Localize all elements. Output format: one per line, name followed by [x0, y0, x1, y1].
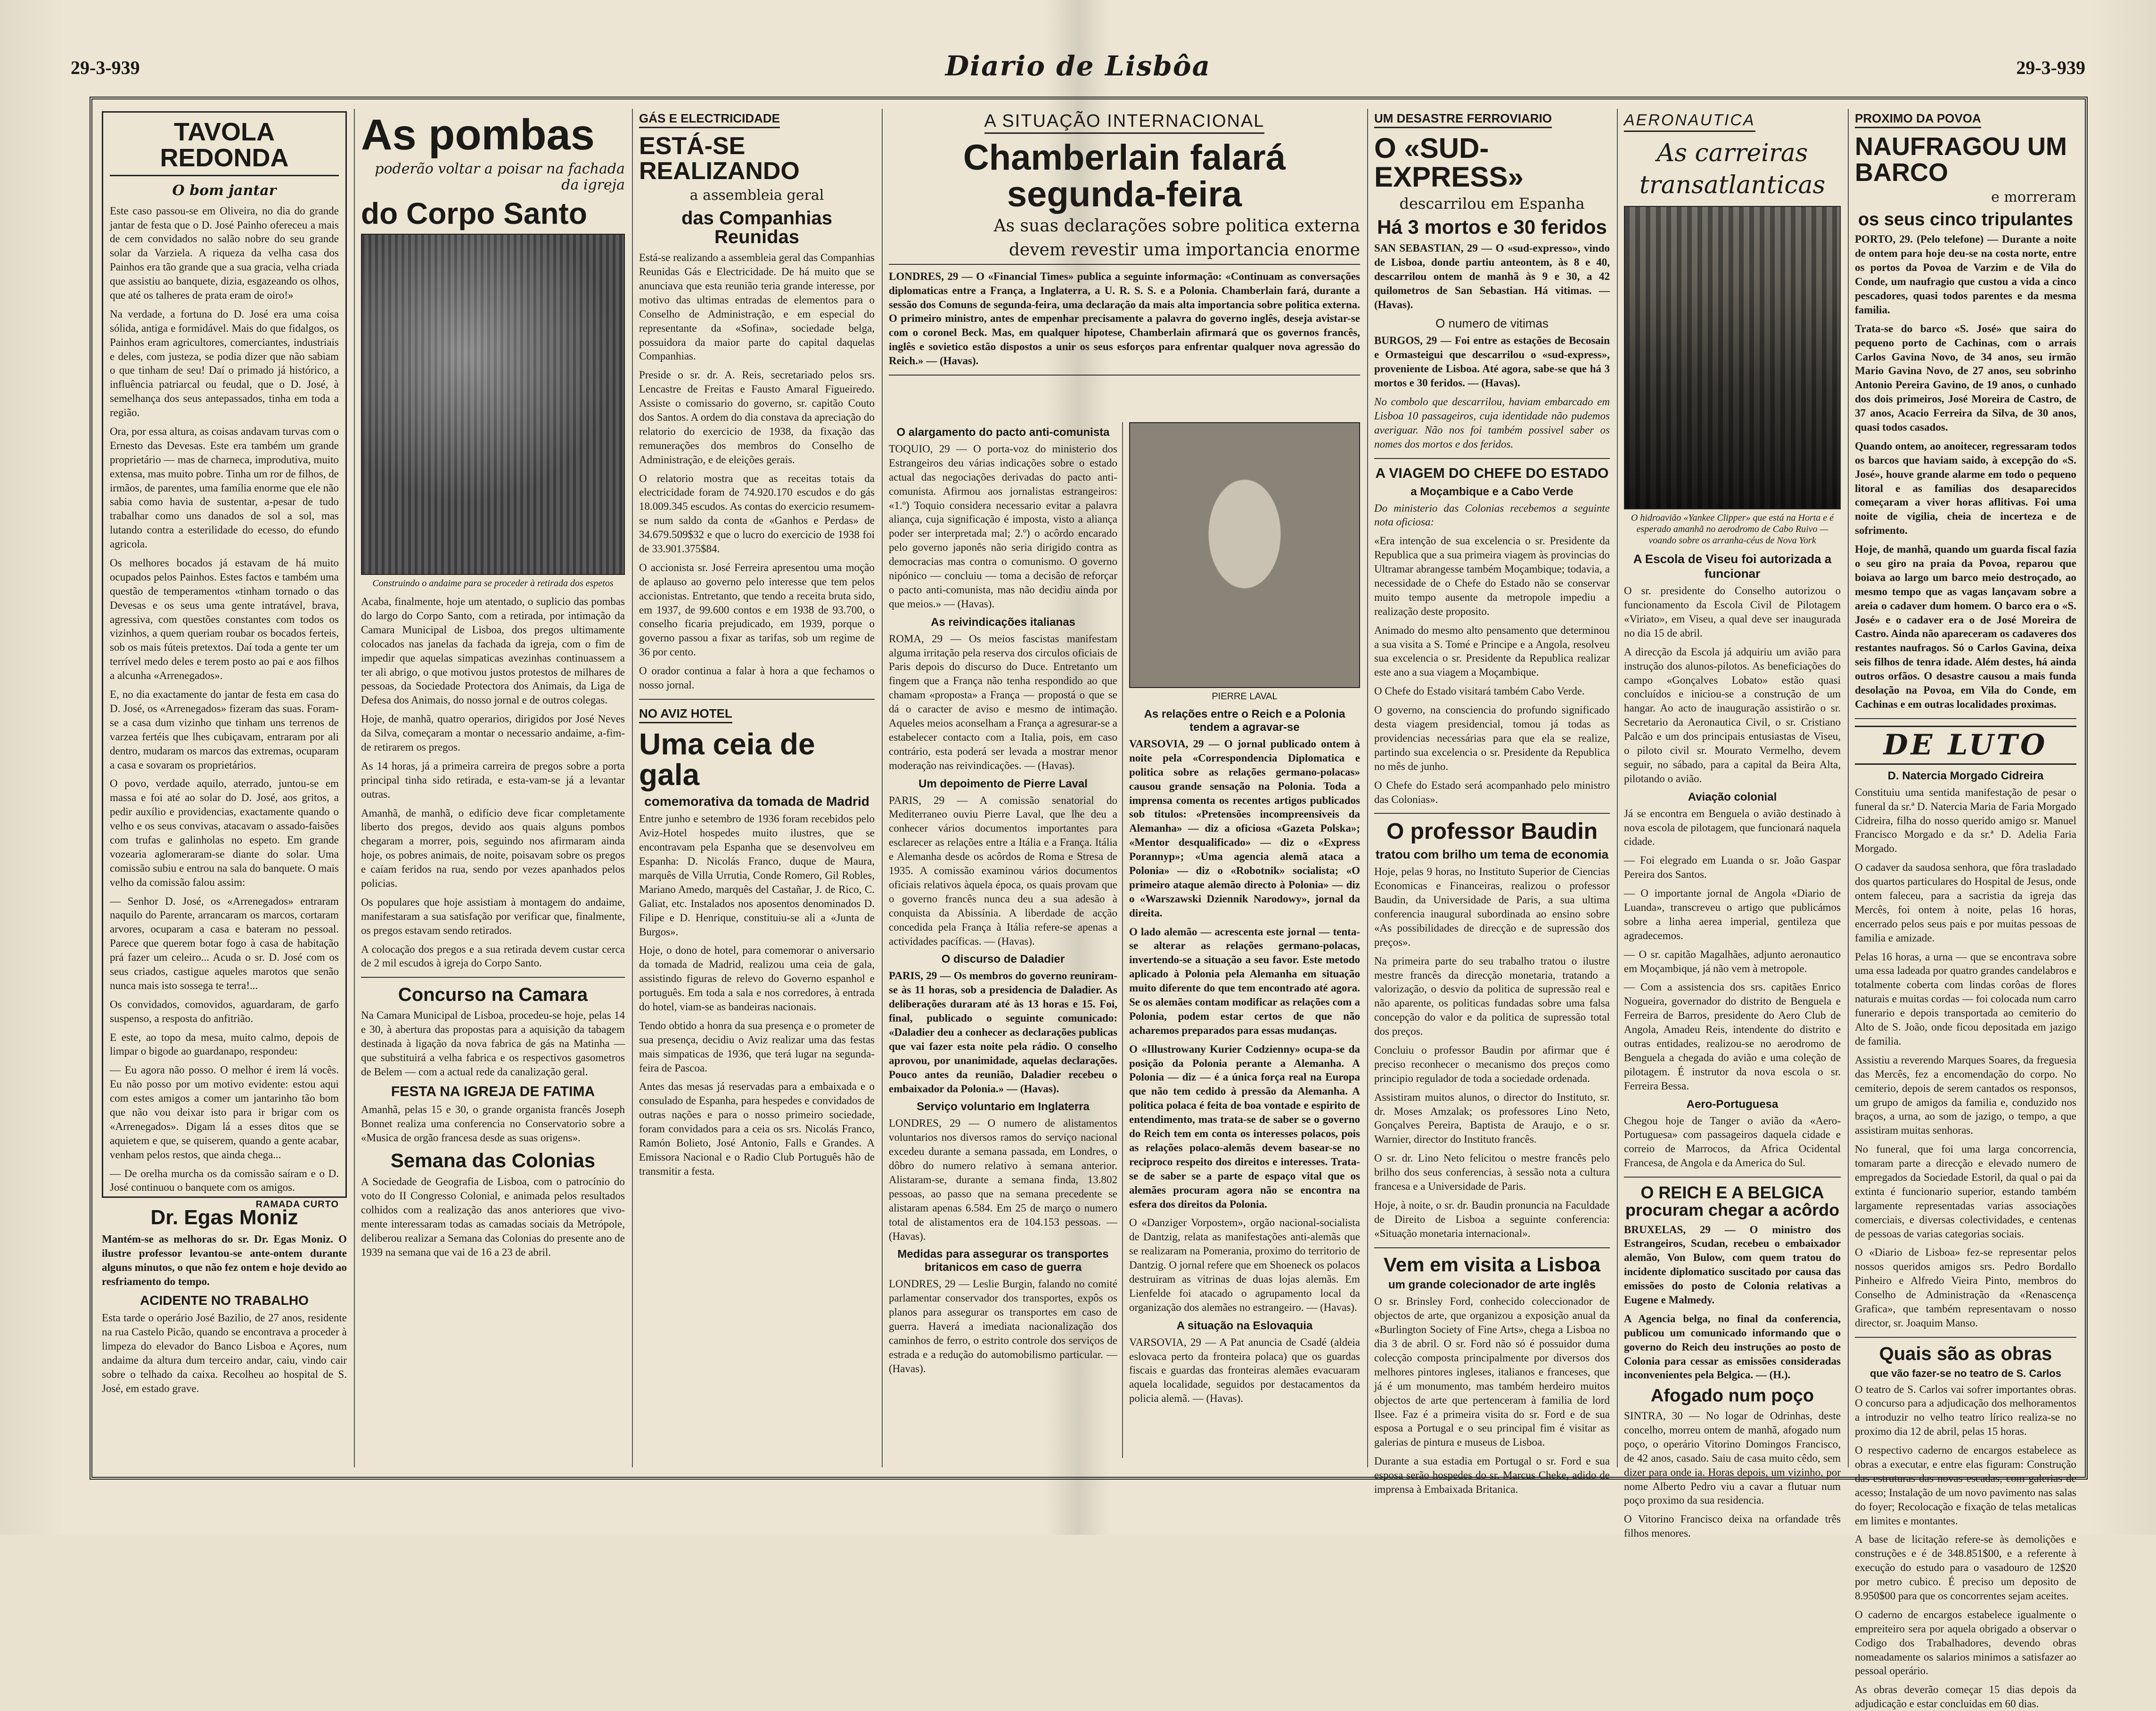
date-right: 29-3-939 — [2016, 57, 2085, 78]
paragraph: O teatro de S. Carlos vai sofrer importantes obras. O concurso para a adjudicação dos melhoramentos a introduzir no velho teatro lírico realiza-se no proximo dia 12 de abril, pelas 15 horas. — [1855, 1383, 2076, 1438]
concurso-camara-title: Concurso na Camara — [398, 984, 588, 1006]
paragraph: Trata-se do barco «S. José» que saira do pequeno porto de Cachinas, com o arrais Carlos Gavina Novo, de 34 anos, seu irmão Mario Gavina Novo, de 27 anos, seu sobrinho Antonio Pereira Gavino, de 19 anos, o cunhado dos dois primeiros, José Moreira de Castro, de 37 anos, Acacio Ferreira da Silva, de 30 anos, quasi todos casados. — [1855, 322, 2076, 433]
reich-belgica-headline: O REICH E A BELGICA procuram chegar a acôrdo — [1625, 1183, 1840, 1220]
aviz-sub: comemorativa da tomada de Madrid — [644, 794, 869, 809]
aviz-kicker: NO AVIZ HOTEL — [639, 706, 732, 723]
pierre-laval-caption: PIERRE LAVAL — [1212, 691, 1278, 702]
column-rule — [1367, 109, 1368, 1467]
paragraph: O «Illustrowany Kurier Codzienny» ocupa-se da posição da Polonia perante a Alemanha. A Polonia — diz — é a única força real na Europa que não tem cedido à pressão da Alemanha. A politica polaca é feita de boa vontade e espirito de entendimento, mas trata-se de saber se o governo do Reich tem em conta os interesses polacos, pois as relações polaco-alemãs devem basear-se no reciproco respeito dos direitos e interesses. Trata-se de saber se a parte de espaço vital que os alemães procuram agora não se encontra na esfera dos direitos da Polonia. — [1129, 1043, 1360, 1210]
paragraph: Amanhã, de manhã, o edifício deve ficar completamente liberto dos pregos, devido aos quais alguns pombos chegaram a morrer, pois, seguindo nos afirmaram ainda hoje, os pobres animais, de noite, poisavam sobre os pregos e caíam feridos na rua, sendo por vezes apanhados pelos policias. — [361, 807, 625, 890]
paragraph: O respectivo caderno de encargos estabelece as obras a executar, e entre elas figuram: Construção das estruturas das novas escadas, com galerias de acesso; Instalação de um novo pavimento nas salas do foyer; Recolocação e fixação de telas metalicas em limites e montantes. — [1855, 1444, 2076, 1527]
paragraph: Quando ontem, ao anoitecer, regressaram todos os barcos que haviam saido, à excepção do «S. José», houve grande alarme em todo o pequeno litoral e as familias dos desaparecidos começaram a viver horas aflitivas. Foi uma noite de vigilia, cheia de incerteza e de sofrimento. — [1855, 440, 2076, 537]
baudin-headline: O professor Baudin — [1386, 819, 1598, 844]
photo-caption: Construindo o andaime para se proceder à retirada dos espetos — [372, 578, 614, 589]
chamberlain-sub-1: As suas declarações sobre politica externa — [993, 216, 1360, 236]
date-left: 29-3-939 — [71, 57, 140, 78]
paragraph: Os convidados, comovidos, aguardaram, de garfo suspenso, a resposta do anfitrião. — [110, 998, 339, 1024]
semana-colonias-title: Semana das Colonias — [390, 1149, 596, 1172]
chamberlain-sub-2: devem revestir uma importancia enorme — [889, 240, 1360, 264]
pierre-laval-photo — [1129, 422, 1360, 688]
festa-fatima-title: FESTA NA IGREJA DE FATIMA — [391, 1083, 595, 1099]
paragraph: Já se encontra em Benguela o avião destinado à nova escola de pilotagem, que funcionará naquela cidade. — [1624, 807, 1841, 848]
tavola-redonda-box — [102, 111, 347, 1210]
paragraph: A base de licitação refere-se às demolições e construções e é de 348.851$00, e a referente à execução do estudo para o vasadouro de 12$20 por metro cubico. É preciso um deposito de 8.950$00 para que os concorrentes sejam aceites. — [1855, 1533, 2076, 1602]
naufragio-sub-1: e morreram — [1991, 189, 2076, 206]
viseu-title: A Escola de Viseu foi autorizada a funcionar — [1633, 552, 1832, 581]
column-rule — [882, 109, 883, 1467]
daladier-body: PARIS, 29 — Os membros do governo reuniram-se às 11 horas, sob a presidencia de Daladier. As deliberações duraram até às 13 horas e 15. Foi, final, publicado o seguinte comunicado: «Daladier deu a conhecer as declarações publicas que vai fazer esta noite pela rádio. O conselho aprovou, por unanimidade, aquelas declarações. Pouco antes da reunião, Daladier recebeu o embaixador da Polonia.» — (Havas). — [889, 970, 1117, 1095]
column-rule — [354, 109, 355, 1467]
paragraph: Na verdade, a fortuna do D. José era uma coisa sólida, antiga e formidável. Mais do que fidalgos, os Painhos eram agricultores, comerciantes, industriais e deles, com justeza, se podia dizer que não sabiam o que tinham de seu! Daí o primado já histórico, a influência patriarcal ou feudal, que o D. José, à semelhança dos seus antepassados, tinha em toda a região. — [110, 308, 339, 419]
eslovaquia-body: VARSOVIA, 29 — A Pat anuncia de Csadé (aldeia eslovaca perto da fronteira polaca) que os guardas fiscais e guardas das fronteiras alemães evacuaram aquela localidade, seguidos por destacamentos da policia alemã. — (Havas). — [1129, 1336, 1360, 1405]
paragraph: O sr. Brinsley Ford, conhecido coleccionador de objectos de arte, que organizou a exposição anual da «Burlington Society of Fine Arts», chega a Lisboa no dia 3 de abril. O sr. Ford não só é possuidor duma colecção composta principalmente por diversos dos melhores pintores ingleses, italianos e franceses, que já é um monumento, mas também herdeiro muitos objectos de arte que pertenceram à familia de lord Ilsee. Faz é a primeira visita do sr. Ford e de sua esposa a Portugal e o seu principal fim é visitar as galerias de pintura e museus de Lisboa. — [1374, 1295, 1610, 1449]
baudin-sub: tratou com brilho um tema de economia — [1375, 847, 1609, 862]
transportes-body: LONDRES, 29 — Leslie Burgin, falando no comité parlamentar conservador dos transportes, expôs os planos para assegurar os transportes em caso de guerra. Haverá a imediata nacionalização dos caminhos de ferro, o estrito controle dos serviços de estrada e a redução do automobilismo particular. — (Havas). — [889, 1278, 1117, 1375]
divider — [889, 375, 1360, 376]
divider — [361, 977, 625, 978]
luto-name: D. Natercia Morgado Cidreira — [1887, 769, 2044, 782]
divider — [1374, 458, 1610, 459]
paragraph: Os melhores bocados já estavam de há muito ocupados pelos Painhos. Estes factos e também uma questão de temperamentos «tinham tornado o das Devesas e os seus uma gente intratável, brava, agressiva, com questões constantes com todos os vizinhos, a quem queriam roubar os bocados ferteis, sob os mais fúteis pretextos. Daí toda a gente ter um terrível medo deles e terem posto ao pai e aos filhos a alcunha «Arrenegados». — [110, 557, 339, 682]
paragraph: O sr. presidente do Conselho autorizou o funcionamento da Escola Civil de Pilotagem «Viriato», em Viseu, a qual deve ser inaugurada no dia 15 de abril. — [1624, 585, 1841, 639]
egas-moniz-title: Dr. Egas Moniz — [150, 1206, 298, 1229]
carreiras-headline: As carreiras transatlanticas — [1639, 139, 1826, 199]
column-naufragio — [1855, 111, 2076, 1710]
paragraph: Hoje, pelas 9 horas, no Instituto Superior de Ciencias Economicas e Financeiras, realizou o professor Baudin, da Universidade de Paris, a sua ultima conferencia inaugural subordinada ao ensino sobre «As possibilidades de direcção e de supressão dos preços». — [1374, 866, 1610, 948]
naufragio-sub-2: os seus cinco tripulantes — [1858, 209, 2074, 229]
sud-express-kicker: UM DESASTRE FERROVIARIO — [1374, 111, 1552, 128]
aero-portuguesa-body: Chegou hoje de Tanger o avião da «Aero-Portuguesa» com passageiros daquela cidade e correio de Marrocos, da Africa Ocidental Francesa, de Angola e da America do Sul. — [1624, 1114, 1841, 1169]
column-gas — [639, 111, 875, 1467]
daladier-title: O discurso de Daladier — [941, 953, 1065, 966]
pacto-body: TOQUIO, 29 — O porta-voz do ministerio dos Estrangeiros deu várias indicações sobre o estado actual das negociações derivadas do pacto anti-comunista. Afirmou aos jornalistas estrangeiros: «1.º) Toquio considera necessario evitar a palavra aliança, cuja significação é imposta, visto a aliança poder ser interpretada mal; 2.º) o acôrdo encarado pelo governo japonês não seria dirigido contra as democracias mas contra o comunismo. O governo nipónico — concluiu — toma a decisão de reforçar o pacto anti-comunista, mas não decidiu ainda por que meios.» — (Havas). — [889, 443, 1117, 610]
paragraph: — O sr. capitão Magalhães, adjunto aeronautico em Moçambique, já não vem à metropole. — [1624, 948, 1841, 974]
paragraph: Assistiu a reverendo Marques Soares, da freguesia das Mercês, fez a encomendação do corpo. No cemiterio, depois de serem cantados os responsos, um grupo de amigos da familia e, conduzido nos braços, a urna, ao som de jazigo, o tempo, a que assistiram muitas senhoras. — [1855, 1054, 2076, 1137]
paragraph: A colocação dos pregos e a sua retirada devem custar cerca de 2 mil escudos à igreja do Corpo Santo. — [361, 943, 625, 969]
naufragio-headline: NAUFRAGOU UM BARCO — [1855, 132, 2067, 187]
acidente-title: ACIDENTE NO TRABALHO — [140, 1293, 309, 1308]
paragraph: — Senhor D. José, os «Arrenegados» entraram naquilo do Parente, arrancaram os marcos, cortaram arvores, ocuparam a casa e bateram no pessoal. Parece que querem botar fogo à casa de habitação prá fazer um celeiro... Acuda o sr. D. José com os seus criados, castigue aqueles marotos que senão nunca mais isto sossega te terra!... — [110, 895, 339, 991]
paragraph: Este caso passou-se em Oliveira, no dia do grande jantar de festa que o D. José Painho ofereceu a mais de cem convidados no salão nobre do seu grande solar da Varziela. A riqueza da velha casa dos Painhos era tão grande que a sua gracia, velha criada que assistiu ao banquete, dizia, esgazeando os olhos, que até os talheres de prata eram de oiro!» — [110, 205, 339, 301]
paragraph: Está-se realizando a assembleia geral das Companhias Reunidas Gás e Electricidade. De há muito que se anunciava que esta reunião teria grande interesse, por motivo das ultimas entradas de elementos para o Conselho de Administração, e em especial do representante da «Sofina», sociedade belga, possuidora da maior parte do capital daquelas Companhias. — [639, 252, 875, 362]
obras-headline: Quais são as obras — [1879, 1343, 2052, 1364]
clipper-caption: O hidroavião «Yankee Clipper» que está na Horta e é esperado amanhã no aerodromo de Cabo Ruivo — voando sobre os arranha-céus de Nova York — [1631, 513, 1834, 546]
aero-portuguesa-title: Aero-Portuguesa — [1686, 1097, 1779, 1111]
vitimas-title: O numero de vitimas — [1435, 316, 1549, 331]
column-sud-express — [1374, 111, 1610, 1496]
paragraph: O caderno de encargos estabelece igualmente o empreiteiro sera por aquela obrigado a observar o Codigo dos Trabalhadores, devendo obras nomeadamente os salarios minimos a satisfazer ao pessoal operário. — [1855, 1608, 2076, 1677]
column-rule — [1848, 109, 1849, 1467]
aviacao-colonial-title: Aviação colonial — [1688, 790, 1777, 803]
obras-sub: que vão fazer-se no teatro de S. Carlos — [1870, 1367, 2061, 1379]
column-tavola-redonda — [102, 111, 347, 1467]
sud-express-sub: descarrilou em Espanha — [1399, 195, 1585, 213]
paragraph: Hoje, de manhã, quando um guarda fiscal fazia o seu giro na praia da Povoa, reparou que boiava ao largo um barco meio destroçado, ao mesmo tempo que as vagas lançavam sobre a areia o cadaver dum homem. O barco era o «S. José» e o cadaver era o de José Moreira de Castro. Ainda não apareceram os cadaveres dos restantes naufragos. Só o Carlos Gavina, deixa seis filhos de tenra idade. Além destes, há ainda outros orfãos. O desastre causou a mais funda desolação na Povoa, em Vila do Conde, em Cachinas e em outras localidades proximas. — [1855, 543, 2076, 710]
paragraph: A direcção da Escola já adquiriu um avião para instrução dos alunos-pilotos. As beneficiações do campo «Gonçalves Lobato» estão quasi concluídos e iniciou-se a construção de um hangar. Ao acto de inauguração assistirão o sr. Secretario da Aeronautica Civil, o sr. Cristiano Palcão e um dos principais entusiastas de Viseu, o piloto civil sr. Mourato Vermelho, devem seguir, no sábado, para a capital da Beira Alta, pilotando o avião. — [1624, 646, 1841, 785]
column-rule — [1617, 109, 1618, 1467]
author-byline: RAMADA CURTO — [255, 1199, 339, 1210]
bom-jantar-title: O bom jantar — [172, 182, 277, 199]
paragraph: O Vitorino Francisco deixa na orfandade três filhos menores. — [1624, 1513, 1841, 1539]
paragraph: Acaba, finalmente, hoje um atentado, o suplicio das pombas do largo do Corpo Santo, com a retirada, por intimação da Camara Municipal de Lisboa, dos pregos ultimamente colocados nas janelas da fachada da igreja, com o fim de impedir que aquelas simpaticas avezinhas continuassem a ter ali abrigo, o que motivou justos protestos de milhares de pessoas, da Sociedade Protectora dos Animais, da Liga de Defesa dos Animais, do nosso jornal e de outros colegas. — [361, 596, 625, 706]
column-rule — [632, 109, 633, 1467]
paragraph: O Chefe do Estado será acompanhado pelo ministro das Colonias». — [1374, 779, 1610, 805]
festa-fatima-body: Amanhã, pelas 15 e 30, o grande organista francês Joseph Bonnet realiza uma conferencia no Conservatorio sobre a «Musica de orgão francesa desde as suas origens». — [361, 1103, 625, 1144]
paragraph: O cadaver da saudosa senhora, que fôra trasladado dos quartos particulares do Hospital de Jesus, onde ontem faleceu, para a sacristia da igreja das Mercês, foi ontem à noite, pelas 16 horas, encerrado pelos seus pais e por muitas pessoas de familia e amizade. — [1855, 861, 2076, 944]
sud-express-headline: O «SUD-EXPRESS» — [1374, 132, 1524, 193]
paragraph: Tendo obtido a honra da sua presença e o prometer de sua presença, decidiu o Aviz realizar uma das festas mais simpaticas de 1936, que terá lugar na segunda-feira de Pascoa. — [639, 1019, 875, 1074]
paragraph: — Foi elegrado em Luanda o sr. João Gaspar Pereira dos Santos. — [1624, 854, 1841, 881]
paragraph: O «Danziger Vorpostem», orgão nacional-socialista de Dantzig, relata as manifestações anti-alemãs que se realizaram na Pomerania, proximo do territorio de Dantzig. O jornal refere que em Shoeneck os polacos destruiram as vitrinas de duas lojas alemãs. Em Lienfelde foi atacado o agrupamento local da organização dos alemães no estrangeiro. — (Havas). — [1129, 1217, 1360, 1313]
chamberlain-headline: Chamberlain falará segunda-feira — [963, 138, 1286, 214]
paragraph: Pelas 16 horas, a urna — que se encontrava sobre uma essa ladeada por quatro grandes candelabros e totalmente coberta com lindas corôas de flores naturais e muitas cordas — foi colocada num carro funerario e depois transportada ao cemiterio do Alto de S. João, onde ficou depositada em jazigo de familia. — [1855, 950, 2076, 1047]
paragraph: E, no dia exactamente do jantar de festa em casa do D. José, os «Arrenegados» fizeram das suas. Foram-se a casa dum vizinho que tinham uns terrenos de varzea fertéis que lhes cubiçavam, entraram por ali dentro, mudaram os marcos das extremas, ocuparam a casa e sovaram os proprietários. — [110, 688, 339, 771]
laval-title: Um depoimento de Pierre Laval — [918, 777, 1088, 790]
divider — [1855, 1337, 2076, 1338]
italianas-body: ROMA, 29 — Os meios fascistas manifestam alguma irritação pela reserva dos circulos oficiais de Paris depois do discurso do Duce. Entretanto um fingem que a França não tenha respondido ao que chamam «proposta» a França — propostá o que se dá o caracter de aviso e mesmo de intimação. Aqueles meios aconselham a França a agresurar-se a estabelecer contacto com a Italia, pois, em caso contrário, esta poderá ser levada a mostrar menor moderação nas reivindicações. — (Havas). — [889, 632, 1117, 771]
internacional-subcol-left — [889, 422, 1117, 1467]
acidente-body: Esta tarde o operário José Bazilio, de 27 anos, residente na rua Castelo Picão, quando se encontrava a proceder à limpeza do elevador do Banco Lisboa e Açores, num andaime da altura dum terceiro andar, caiu, vindo cair sobre o telhado da caixa. Recolheu ao hospital de S. José, em estado grave. — [102, 1312, 347, 1394]
paragraph: Assistiram muitos alunos, o director do Instituto, sr. dr. Moses Amzalak; os professores Lino Neto, Gonçalves Pereira, Baptista de Araujo, e o sr. Warnier, director do Instituto francês. — [1374, 1091, 1610, 1146]
transportes-title: Medidas para assegurar os transportes britanicos em caso de guerra — [897, 1248, 1109, 1274]
paragraph: BRUXELAS, 29 — O ministro dos Estrangeiros, Scudan, recebeu o embaixador alemão, Von Bulow, com quem tratou do incidente diplomatico suscitado por causa das emissões do posto de Colonia relativas a Eugene e Malmedy. — [1624, 1223, 1841, 1306]
sud-express-lead: SAN SEBASTIAN, 29 — O «sud-expresso», vindo de Lisboa, donde partiu anteontem, às 8 e 40, descarrilou ontem de manhã às 9 e 30, a 42 quilometros de San Sebastian. Há vitimas. — (Havas). — [1374, 242, 1610, 311]
column-aeronautica — [1624, 111, 1841, 1539]
pombas-headline: As pombas — [361, 111, 595, 159]
gas-kicker: GÁS E ELECTRICIDADE — [639, 111, 780, 128]
paragraph: Concluiu o professor Baudin por afirmar que é preciso reconhecer o mecanismo dos preços como principio regulador de toda a sociedade ordenada. — [1374, 1044, 1610, 1084]
divider — [639, 699, 875, 700]
paragraph: Animado do mesmo alto pensamento que determinou a sua visita a S. Tomé e Principe e a Angola, resolveu sua excelencia o sr. Presidente da Republica realizar este ano a sua viagem a Moçambique. — [1374, 624, 1610, 679]
chefe-estado-intro: Do ministerio das Colonias recebemos a seguinte nota oficiosa: — [1374, 502, 1610, 528]
corpo-santo-headline: do Corpo Santo — [361, 196, 587, 230]
paragraph: O «Diario de Lisboa» fez-se representar pelos nossos queridos amigos srs. Pedro Bordallo Pinheiro e Alfredo Vieira Pinto, membros do Conselho de Administração da «Renascença Grafica», que também representavam o nosso director, sr. Joaquim Manso. — [1855, 1246, 2076, 1329]
chamberlain-lead: LONDRES, 29 — O «Financial Times» publica a seguinte informação: «Continuam as conversações diplomaticas entre a França, a Inglaterra, a U. R. S. S. e a Polonia. Chamberlain fará, durante a sessão dos Comuns de segunda-feira, uma declaração da mais alta importancia sobre politica externa. O primeiro ministro, antes de empenhar precisamente a palavra do governo inglês, deseja avistar-se com o coronel Beck. Mas, em qualquer hipotese, Chamberlain afirmará que os governos francês, inglês e sovietico estão dispostos a unir os seus esforços para enfrentar qualquer nova agressão do Reich.» — (Havas). — [889, 270, 1360, 367]
column-pombas — [361, 111, 625, 1467]
paragraph: Hoje, de manhã, quatro operarios, dirigidos por José Neves da Silva, começaram a montar o necessario andaime, a-fim-de retirarem os pregos. — [361, 713, 625, 753]
paragraph: — De orelha murcha os da comissão saíram e o D. José continuou o banquete com os amigos. — [110, 1167, 339, 1194]
paragraph: O governo, na consciencia do profundo significado desta viagem presidencial, tomou já todas as providencias necessárias para que ela se realize, partindo sua excelencia o sr. Presidente da Republica no mês de junho. — [1374, 704, 1610, 772]
paragraph: O sr. dr. Lino Neto felicitou o mestre francês pelo brilho dos seus conferencias, à sessão nota a cultura francesa e a Universidade de Paris. — [1374, 1152, 1610, 1193]
vitimas-body: BURGOS, 29 — Foi entre as estações de Becosain e Ormasteigui que descarrilou o «sud-express», proveniente de Lisboa. Até agora, sabe-se que há 3 mortos e 30 feridos. — (Havas). — [1374, 335, 1610, 389]
paragraph: — Com a assistencia dos srs. capitães Enrico Nogueira, governador do distrito de Benguela e Ferreira de Barros, presidente do Aero Club de Angola, Amadeu Reis, intendente do distrito e outras entidades, realizou-se no aerodromo de Benguela a chegada do avião e uma coleção de pilotagem. É instrutor da nova escola o sr. Ferreira Bessa. — [1624, 981, 1841, 1092]
gas-headline: ESTÁ-SE REALIZANDO — [639, 132, 800, 185]
paragraph: Durante a sua estadia em Portugal o sr. Ford e sua esposa serão hospedes do sr. Marcus Cheke, adido de imprensa à Embaixada Britanica. — [1374, 1455, 1610, 1496]
egas-moniz-body: Mantém-se as melhoras do sr. Dr. Egas Moniz. O ilustre professor levantou-se ante-ontem durante alguns minutos, o que não fez ontem e hoje devido ao resfriamento do tempo. — [102, 1233, 347, 1287]
paragraph: SINTRA, 30 — No logar de Odrinhas, deste concelho, morreu ontem de manhã, afogado num poço, o operário Vitorino Domingos Francisco, de 42 anos, casado. Saiu de casa muito cêdo, sem dizer para onde ia. Horas depois, um vizinho, por nome Alberto Pedro viu a cavar a flutuar num poço proximo da sua residencia. — [1624, 1410, 1841, 1506]
paragraph: No funeral, que foi uma larga concorrencia, tomaram parte a direcção e elevado numero de empregados da Sociedade Estoril, da qual o pai da extinta é funcionario superior, estando também largamente representadas varias associações comerciais, e diversas colectividades, e centenas de pessoas de varias categorias sociais. — [1855, 1143, 2076, 1240]
subcolumn-rule — [1122, 422, 1123, 1458]
paragraph: As 14 horas, já a primeira carreira de pregos sobre a porta principal tinha sido retirada, e esta-vam-se já a levantar outras. — [361, 760, 625, 800]
chefe-estado-title: A VIAGEM DO CHEFE DO ESTADO — [1375, 465, 1609, 481]
divider — [1374, 813, 1610, 814]
paragraph: Os populares que hoje assistiam à montagem do andaime, manifestaram a sua satisfação por verificar que, finalmente, os pregos estavam sendo retirados. — [361, 896, 625, 936]
aeronautica-kicker: AERONAUTICA — [1624, 111, 1755, 132]
paragraph: O accionista sr. José Ferreira apresentou uma moção de aplauso ao governo pelo interesse que tem pelos accionistas. Entretanto, que tendo a receita bruta sido, em 1937, de 99.600 contos e em 1938 de 93.700, o conselho ficaria prejudicado, em 1939, porque o governo passou a fixar as tarifas, sob um regime de 36 por cento. — [639, 561, 875, 658]
reich-polonia-title: As relações entre o Reich e a Polonia tendem a agravar-se — [1144, 708, 1345, 734]
gas-sub-1: a assembleia geral — [689, 187, 824, 204]
visita-sub: um grande colecionador de arte inglês — [1388, 1278, 1596, 1292]
newspaper-title: Diario de Lisbôa — [945, 50, 1211, 82]
paragraph: Hoje, o dono de hotel, para comemorar o aniversario da tomada de Madrid, realizou uma ceia de gala, assistindo figuras de relevo do Governo espanhol e português. Em toda a sala e nos corredores, à entrada do hotel, viam-se as bandeiras nacionais. — [639, 944, 875, 1013]
tavola-redonda-title: TAVOLA REDONDA — [110, 119, 339, 176]
gas-sub-2: das Companhias Reunidas — [681, 207, 833, 248]
paragraph: O Chefe do Estado visitará também Cabo Verde. — [1374, 685, 1585, 697]
paragraph: PORTO, 29. (Pelo telefone) — Durante a noite de ontem para hoje deu-se na costa norte, entre os portos da Povoa de Varzim e de Vila do Conde, um naufragio que custou a vida a cinco pescadores, quasi todos parentes e da mesma familia. — [1855, 233, 2076, 316]
mortos-feridos-headline: Há 3 mortos e 30 feridos — [1377, 216, 1607, 238]
paragraph: O povo, verdade aquilo, aterrado, juntou-se em massa e foi até ao solar do D. José, aos gritos, a pedir auxílio e providencias, exactamente quando o velho e os seus convivas, atacavam o assado-faisões com trufas e galinholas no espeto. Em grande vozearia aglomeraram-se diante do solar. Uma comissão subiu e entrou na sala do banquete. O mais velho da comissão falou assim: — [110, 778, 339, 888]
paragraph: A Agencia belga, no final da conferencia, publicou um comunicado informando que o governo do Reich deu instruções ao posto de Colonia para cessar as emissões consideradas inconvenientes pela Belgica. — (H.). — [1624, 1312, 1841, 1381]
paragraph: O lado alemão — acrescenta este jornal — tenta-se alterar as relações germano-polacas, invertendo-se a situação a seu favor. Este metodo aplicado à Polonia pela Alemanha em situação muito diferente do que tem encontrado até agora. Se os alemães contam modificar as relações com a Polonia, podem estar certos de que não acharemos preparados para essas mudanças. — [1129, 925, 1360, 1036]
italianas-title: As reivindicações italianas — [931, 615, 1075, 629]
paragraph: «Era intenção de sua excelencia o sr. Presidente da Republica que a sua primeira viagem às provincias do Ultramar abrangesse também Moçambique; todavia, a necessidade de o Chefe do Estado não se conservar muito tempo ausente da metropole impediu a realização deste proposito. — [1374, 535, 1610, 617]
church-photo — [361, 234, 625, 575]
aviz-headline: Uma ceia de gala — [639, 727, 815, 792]
paragraph: VARSOVIA, 29 — O jornal publicado ontem à noite pela «Correspondencia Diplomatica e politica sobre as relações germano-polacas» causou grande sensação na Polonia. Toda a imprensa comenta os recentes artigos publicados sob titulos: «Pretensões incompreensiveis da Alemanha» — diz a oficiosa «Gazeta Polska»; «Mentor desqualificado» — diz o «Express Porannyp»; «Uma agencia alemã ataca a Polonia» — diz o «Robotnik» socialista; «O primeiro ataque alemão directo à Polonia» — diz o «Warszawski Dziennik Narodowy», jornal da direita. — [1129, 738, 1360, 919]
voluntario-title: Serviço voluntario em Inglaterra — [917, 1100, 1090, 1113]
voluntario-body: LONDRES, 29 — O numero de alistamentos voluntarios nos diversos ramos do serviço nacional excedeu durante a semana passada, em Londres, o dôbro do numero relativo à semana anterior. Alistaram-se, durante a semana finda, 13.802 pessoas, ao passo que na semana precedente se alistaram apenas 6.584. Em 25 de março o numero total de alistamentos era de 104.153 pessoas. — (Havas). — [889, 1117, 1117, 1242]
paragraph: Na primeira parte do seu trabalho tratou o ilustre mestre francês da direcção monetaria, tratando a valorização, o desvio da politica de supressão real e não aparente, os politicas fundadas sobre uma falsa concepção do valor e da politica de supressão total dos preços. — [1374, 955, 1610, 1038]
naufragio-kicker: PROXIMO DA POVOA — [1855, 111, 1981, 128]
column-internacional — [889, 111, 1360, 1467]
paragraph: — O importante jornal de Angola «Diario de Luanda», transcreveu o artigo que publicámos sobre a linha aerea imperial, gentileza que agradecemos. — [1624, 887, 1841, 941]
paragraph: Ora, por essa altura, as coisas andavam turvas com o Ernesto das Devesas. Este era também um grande proprietário — mas de charneca, improdutiva, muito extensa, mas muito pobre. Tinha um ror de filhos, de irmãos, de parentes, uma família enorme que ele não sabia como havia de sustentar, a-pesar de tudo trabalhar como uns danados de sol a sol, mas lutando contra a esterilidade do ecesso, do efundo agricola. — [110, 426, 339, 550]
page-frame — [90, 97, 2088, 1710]
paragraph: Entre junho e setembro de 1936 foram recebidos pelo Aviz-Hotel hospedes muito ilustres, que se encontravam pela Espanha que se desenvolveu em Espanha: D. Nicolás Franco, duque de Maura, marquês de Villa Urrutia, Conde Romero, Gil Robles, Mariano Amedo, marquês del Castañar, J. de Rico, C. Galiat, etc. Instalados nos aposentos denominados D. Filipe e D. Henrique, constituiu-se ali a «Junta de Burgos». — [639, 813, 875, 938]
paragraph: — Eu agora não posso. O melhor é irem lá vocês. Eu não posso por um motivo evidente: estou aqui com estes amigos a comer um jantarinho tão bom que não vou deixar isto para ir brigar com os «Arrenegados». Digam lá a esses ditos que se aquietem e que, se quiserem, quando a gente acabar, venham pelos restos, que ainda chega... — [110, 1064, 339, 1161]
paragraph: Hoje, à noite, o sr. dr. Baudin pronuncia na Faculdade de Direito de Lisboa a seguinte conferencia: «Situação monetaria internacional». — [1374, 1199, 1610, 1239]
divider — [1624, 1177, 1841, 1178]
laval-body: PARIS, 29 — A comissão senatorial do Mediterraneo ouviu Pierre Laval, que lhe deu a conhecer vários documentos importantes para esclarecer as relações entre a Itália e a França. Itália e Alemanha desde os acôrdos de Roma e Stresa de 1935. A comissão examinou vários documentos oficiais relativos àquela época, os quais provam que o governo francês nunca deu a sua adesão à conquista da Abissínia. A liberdade de acção concedida pela França à Itália refere-se apenas a actividades pacíficas. — (Havas). — [889, 794, 1117, 947]
semana-colonias-body: A Sociedade de Geografia de Lisboa, com o patrocínio do voto do II Congresso Colonial, e animada pelos resultados colhidos com a realização das anos anteriores que vivo-mente interessaram todas as camadas sociais da Metrópole, deliberou realizar a Semana das Colonias do presente ano de 1939 na semana que vai de 16 a 23 de abril. — [361, 1176, 625, 1258]
visita-headline: Vem em visita a Lisboa — [1384, 1253, 1600, 1276]
pombas-subhead: poderão voltar a poisar na fachada da igreja — [375, 160, 625, 194]
paragraph: O orador continua a falar à hora a que fechamos o nosso jornal. — [639, 665, 875, 691]
divider — [1855, 718, 2076, 719]
paragraph: E este, ao topo da mesa, muito calmo, depois de limpar o bigode ao guardanapo, respondeu: — [110, 1031, 339, 1057]
paragraph: Constituiu uma sentida manifestação de pesar o funeral da sr.ª D. Natercia Maria de Faria Morgado Cidreira, filha do nosso querido amigo sr. Manuel Francisco Morgado e da sr.ª D. Adelia Faria Morgado. — [1855, 786, 2076, 855]
clipper-photo — [1624, 206, 1841, 509]
divider — [1374, 1247, 1610, 1248]
paragraph: As obras deverão começar 15 dias depois da adjudicação e estar concluidas em 60 dias. — [1855, 1684, 2076, 1710]
paragraph: Preside o sr. dr. A. Reis, secretariado pelos srs. Lencastre de Freitas e Fausto Amaral Figueiredo. Assiste o comissario do governo, sr. capitão Couto dos Santos. A ordem do dia constava da apreciação do relatorio do exercicio de 1938, da fixação das remunerações dos membros do Conselho de Administração, e de eleições gerais. — [639, 369, 875, 466]
afogado-headline: Afogado num poço — [1650, 1386, 1814, 1406]
internacional-subcol-right — [1129, 422, 1360, 1467]
pacto-title: O alargamento do pacto anti-comunista — [896, 426, 1110, 439]
masthead — [61, 47, 2095, 85]
internacional-kicker: A SITUAÇÃO INTERNACIONAL — [984, 111, 1265, 134]
eslovaquia-title: A situação na Eslovaquia — [1176, 1319, 1313, 1332]
vitimas-note: No combolo que descarrilou, haviam embarcado em Lisboa 10 passageiros, cuja identidade não pudemos averiguar. Não nos foi também possivel saber os nomes dos mortos e dos feridos. — [1374, 396, 1610, 450]
internacional-kicker-wrap — [889, 111, 1360, 138]
paragraph: Antes das mesas já reservadas para a embaixada e o consulado de Espanha, para hespedes e convidados de outras nações e para o nosso primeiro sociedade, foram convidados para a ceia os srs. Nicolás Franco, Ramón Bolieto, José Antonio, Falls e Grandes. A Emissora Nacional e o Radio Club Português hão de transmitir a festa. — [639, 1081, 875, 1177]
paragraph: O relatorio mostra que as receitas totais da electricidade foram de 74.920.170 escudos e do gás 18.009.345 escudos. As contas do exercicio resumem-se num saldo da conta de «Ganhos e Perdas» de 34.679.509$32 e que o lucro do exercicio de 1938 foi de 33.901.375$84. — [639, 472, 875, 555]
chefe-estado-sub: a Moçambique e a Cabo Verde — [1410, 485, 1574, 498]
concurso-camara-body: Na Camara Municipal de Lisboa, procedeu-se hoje, pelas 14 e 30, à abertura das propostas para a aquisição da tabagem destinada à ligação da nova fabrica de gás na Matinha — que substituirá a velha fabrica e os respectivos gasometros de Belem — com a actual rede da canalização geral. — [361, 1009, 625, 1078]
de-luto-title: DE LUTO — [1855, 726, 2076, 765]
